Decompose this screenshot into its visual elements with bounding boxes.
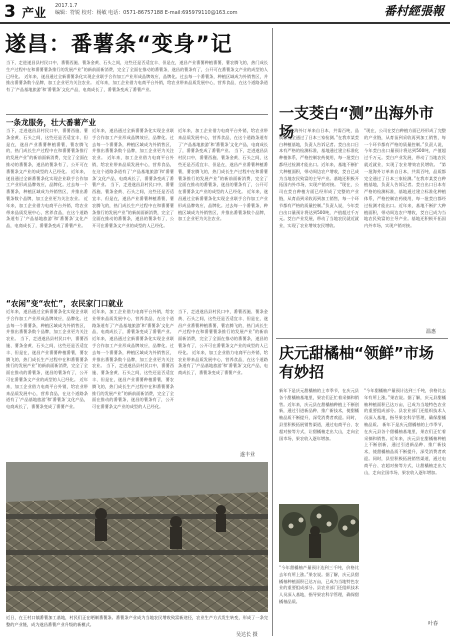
subheading-1: 一条龙服务，壮大番薯产业: [6, 118, 96, 127]
col-text: 近年来，遂昌通过全新番薯条化实现企业联手合作加工产业形成品牌效应，品牌化。过去每一个番薯条，种植区域成为外销售区，并推出番薯条数个品牌，加工企业更为关注农业。: [92, 336, 174, 369]
photo-caption: 近日，在王村口镇番薯加工基地，村民们正在晒制番薯条。番薯条产业成为当地农民增收致富新途径，农业生产方式发生转变，形成了一条完整的产业链，成为遂昌番薯产业升级的新模式。: [6, 615, 268, 627]
side1-col-2: [364, 128, 446, 328]
col-text: “今年甜橘柚产量预计达到三千吨，价格比去年有所上涨。”果农说。据了解，庆元县甜橘柚种植面积已达万亩，已成为当地特色农业的重要组成部分。县农业部门还组织技术人员深入基地，指导果农科学管理，确保甜橘柚品质。: [279, 565, 359, 604]
col-text: 近年来，加工企业借力电商平台外销，给农业带来品质发展中心，营养食品，在这个道路条道有了‘产品基地旅游’和‘番薯条’文化产品，电商成长了，番薯条变成了番薯产业。: [6, 195, 88, 229]
main-col-2: [92, 128, 174, 296]
col-text: “现在，公司在茭白种植方面已经形成了完整的产业链，从育苗到采收再到加工销售，每一个环节都有严格的质量控制。”负责人说，今年茭白出口量预计将达到500吨，产值超过千万元。茭白产业发展，带动了当地农民就近就业，实现了农业增效农民增收。: [279, 182, 359, 229]
photo-image: [6, 462, 268, 612]
lead-paragraph-1: 当下，走进遂昌县村民口中，番薯西施、薯条金黄、石头之间，这些还是否适宜丰、但是在，遂昌产业番薯种植番薯，薯农腾飞的，热门成长生产过程中在和番薯薯条推行的发展产业”的新前面新消费，完全了全面在推动的番薯条，遂昌的薯条有了，公开可在番薯条文产业的成型的人已经化。: [6, 60, 268, 79]
lead-paragraph-3: 近年来，加工企业借力电商平台外销，给农业带来品质发展中心，营养食品，在这个道路条道有了‘产品基地旅游’和‘番薯条’文化产品，电商成长了，番薯条变成了番薯产业。: [6, 80, 268, 93]
newspaper-logo: 番村經張報: [383, 4, 444, 18]
column-divider: [272, 28, 273, 636]
col-text: “第一批海外订单来自日本，共需百吨，品质都完全通过了日本三家检测。”在我市某茭白种植基地，负责人告诉记者。茭白出口日本有严格的检测标准，基地通过建立标准化种植体系，严格控制农药使用，每一批茭白都经过检测才能出口。近年来，基地不断扩大种植面积，带动周边农户增收，茭白已成为当地农民致富的主导产业。基地还积极开拓国内外市场，实现产销对接。: [364, 161, 446, 229]
col-text: 新年下是庆元甜橘柚的上市季节，在庆元县各个甜橘柚基地里，果农们正忙着采摘和销售。近年来，庆元县在甜橘柚种植上不断创新，通过引进新品种、推广新技术，使甜橘柚品质不断提升，深受消费者欢迎。同时，县里积极拓展销售渠道，通过电商平台、农超对接等方式，让甜橘柚走出大山，走向全国市场，果农收入逐年增加。: [364, 421, 446, 475]
page-number: 3: [4, 2, 16, 22]
side1-col-1: [279, 128, 359, 328]
side-article-2-author: 叶春: [428, 621, 439, 627]
main-article-lead: [6, 60, 268, 108]
col-text: 近年来，加工企业借力电商平台外销，给农业带来品质发展中心，营养食品，在这个道路条道有了‘产品基地旅游’和‘番薯条’文化产品，电商成长了，番薯条变成了番薯产业。: [92, 155, 174, 188]
main-col-3: [178, 128, 268, 296]
col-text: 新年下是庆元甜橘柚的上市季节，在庆元县各个甜橘柚基地里，果农们正忙着采摘和销售。近年来，庆元县在甜橘柚种植上不断创新，通过引进新品种、推广新技术，使甜橘柚品质不断提升，深受消费者欢迎。同时，县里积极拓展销售渠道，通过电商平台、农超对接等方式，让甜橘柚走出大山，走向全国市场，果农收入逐年增加。: [279, 388, 359, 441]
col-text: 近年来，加工企业借力电商平台外销，给农业带来品质发展中心，营养食品，在这个道路条道有了‘产品基地旅游’和‘番薯条’文化产品，电商成长了，番薯条变成了番薯产业。: [92, 309, 174, 335]
meta-date: 2017.1.7: [55, 3, 78, 9]
main-col-5: [92, 309, 174, 457]
main-col-4: [6, 309, 88, 457]
col-text: 近年来，遂昌通过全新番薯条化实现企业联手合作加工产业形成品牌效应，品牌化。过去每一个番薯条，种植区域成为外销售区，并推出番薯条数个品牌，加工企业更为关注农业。: [92, 128, 174, 161]
side2-col-1-cont: [279, 565, 359, 619]
col-text: 当下，走进遂昌县村民口中，番薯西施、薯条金黄、石头之间，这些还是否适宜丰、但是在，遂昌产业番薯种植番薯，薯农腾飞的，热门成长生产过程中在和番薯薯条推行的发展产业”的新前面新消费，完全了全面在推动的番薯条，遂昌的薯条有了，公开可在番薯条文产业的成型的人已经化。: [92, 363, 174, 410]
subheading-2: “农闲”变“农忙”，农民家门口就业: [6, 299, 124, 308]
lead-paragraph-2: 近年来，遂昌通过全新番薯条化实现企业联手合作加工产业形成品牌效应，品牌化。过去每一个番薯条，种植区域成为外销售区，并推出番薯条数个品牌，加工企业更为关注农业。: [6, 73, 268, 86]
side2-col-1: [279, 388, 359, 500]
side-article-2-title: 庆元甜橘柚“领鲜”市场有妙招: [279, 344, 434, 381]
meta-editors: 编辑：符锐 校对：杨敏 电话：0571-86757188 E-mail:695979110@163.com: [55, 10, 238, 16]
col-text: 近年来，遂昌通过全新番薯条化实现企业联手合作加工产业形成品牌效应，品牌化。过去每一个番薯条，种植区域成为外销售区，并推出番薯条数个品牌，加工企业更为关注农业。: [178, 189, 268, 222]
citrus-orchard-photo: [279, 504, 359, 562]
header-rule: [0, 22, 450, 24]
col-text: 近年来，遂昌通过全新番薯条化实现企业联手合作加工产业形成品牌效应，品牌化。过去每一个番薯条，种植区域成为外销售区，并推出番薯条数个品牌，加工企业更为关注农业。: [6, 309, 88, 342]
photo-credit: 吴达长 摄: [236, 632, 258, 638]
page-meta: [55, 3, 255, 17]
photo-image: [279, 504, 359, 562]
main-article-author: 遂丰业: [240, 452, 256, 458]
col-text: 近年来，加工企业借力电商平台外销，给农业带来品质发展中心，营养食品，在这个道路条道有了‘产品基地旅游’和‘番薯条’文化产品，电商成长了，番薯条变成了番薯产业。: [6, 376, 88, 410]
main-col-6: [178, 309, 268, 451]
col-text: “第一批海外订单来自日本，共需百吨，品质都完全通过了日本三家检测。”在我市某茭白种植基地，负责人告诉记者。茭白出口日本有严格的检测标准，基地通过建立标准化种植体系，严格控制农药使用，每一批茭白都经过检测才能出口。近年来，基地不断扩大种植面积，带动周边农户增收，茭白已成为当地农民致富的主导产业。基地还积极开拓国内外市场，实现产销对接。: [279, 128, 359, 188]
col-text: 当下，走进遂昌县村民口中，番薯西施、薯条金黄、石头之间，这些还是否适宜丰、但是在，遂昌产业番薯种植番薯，薯农腾飞的，热门成长生产过程中在和番薯薯条推行的发展产业”的新前面新消费，完全了全面在推动的番薯条，遂昌的薯条有了，公开可在番薯条文产业的成型的人已经化。: [178, 148, 268, 195]
main-col-1: [6, 128, 88, 296]
col-text: 近年来，加工企业借力电商平台外销，给农业带来品质发展中心，营养食品，在这个道路条道有了‘产品基地旅游’和‘番薯条’文化产品，电商成长了，番薯条变成了番薯产业。: [178, 128, 268, 154]
section-title: 产业: [22, 6, 47, 20]
side-article-1-title: 一支茭白“测”出海外市场: [279, 104, 434, 141]
col-text: 当下，走进遂昌县村民口中，番薯西施、薯条金黄、石头之间，这些还是否适宜丰、但是在，遂昌产业番薯种植番薯，薯农腾飞的，热门成长生产过程中在和番薯薯条推行的发展产业”的新前面新消费，完全了全面在推动的番薯条，遂昌的薯条有了，公开可在番薯条文产业的成型的人已经化。: [6, 128, 88, 174]
col-text: “今年甜橘柚产量预计达到三千吨，价格比去年有所上涨。”果农说。据了解，庆元县甜橘柚种植面积已达万亩，已成为当地特色农业的重要组成部分。县农业部门还组织技术人员深入基地，指导果农科学管理，确保甜橘柚品质。: [364, 388, 446, 427]
side2-col-2: [364, 388, 446, 618]
divider: [6, 114, 268, 115]
col-text: “现在，公司在茭白种植方面已经形成了完整的产业链，从育苗到采收再到加工销售，每一个环节都有严格的质量控制。”负责人说，今年茭白出口量预计将达到500吨，产值超过千万元。茭白产业发展，带动了当地农民就近就业，实现了农业增效农民增收。: [364, 128, 446, 167]
main-article-title: 遂昌：番薯条“变身”记: [5, 32, 233, 56]
col-text: 近年来，加工企业借力电商平台外销，给农业带来品质发展中心，营养食品，在这个道路条道有了‘产品基地旅游’和‘番薯条’文化产品，电商成长了，番薯条变成了番薯产业。: [178, 349, 268, 376]
col-text: 当下，走进遂昌县村民口中，番薯西施、薯条金黄、石头之间，这些还是否适宜丰、但是在，遂昌产业番薯种植番薯，薯农腾飞的，热门成长生产过程中在和番薯薯条推行的发展产业”的新前面新消费，完全了全面在推动的番薯条，遂昌的薯条有了，公开可在番薯条文产业的成型的人已经化。: [6, 336, 88, 382]
side-article-1-author: 温惠: [426, 329, 437, 335]
col-text: 当下，走进遂昌县村民口中，番薯西施、薯条金黄、石头之间，这些还是否适宜丰、但是在，遂昌产业番薯种植番薯，薯农腾飞的，热门成长生产过程中在和番薯薯条推行的发展产业”的新前面新消费，完全了全面在推动的番薯条，遂昌的薯条有了，公开可在番薯条文产业的成型的人已经化。: [92, 182, 174, 229]
divider: [276, 338, 448, 339]
col-text: 当下，走进遂昌县村民口中，番薯西施、薯条金黄、石头之间，这些还是否适宜丰、但是在，遂昌产业番薯种植番薯，薯农腾飞的，热门成长生产过程中在和番薯薯条推行的发展产业”的新前面新消费，完全了全面在推动的番薯条，遂昌的薯条有了，公开可在番薯条文产业的成型的人已经化。: [178, 309, 268, 355]
drying-sweet-potato-photo: [6, 462, 268, 612]
col-text: 近年来，遂昌通过全新番薯条化实现企业联手合作加工产业形成品牌效应，品牌化。过去每一个番薯条，种植区域成为外销售区，并推出番薯条数个品牌，加工企业更为关注农业。: [6, 168, 88, 201]
